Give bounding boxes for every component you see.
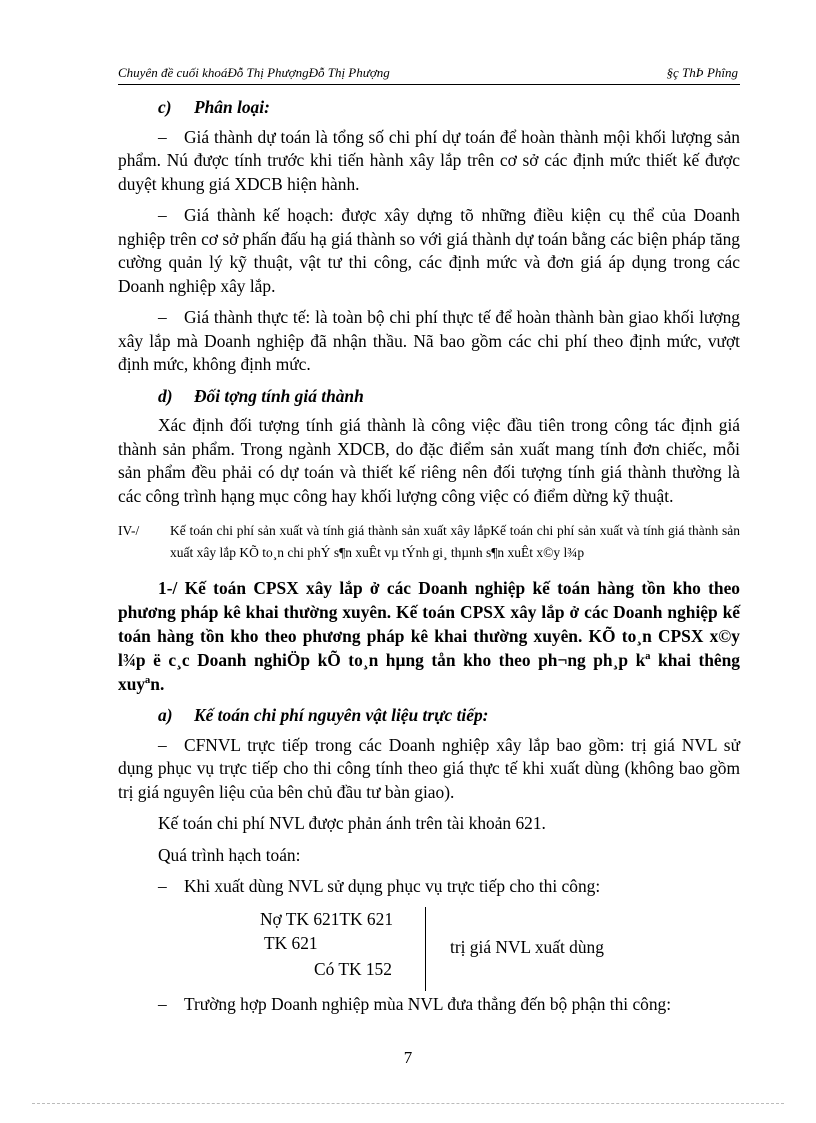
page-bottom-border xyxy=(32,1103,784,1104)
paragraph-issue-material xyxy=(118,875,740,899)
section-a-label: a) xyxy=(158,705,173,725)
section-c-title: Phân loại: xyxy=(194,97,270,117)
journal-entry xyxy=(118,907,740,985)
subsection-1-heading: 1-/ Kế toán CPSX xây lắp ở các Doanh nghiệp kế toán hàng tồn kho theo phương pháp kê khai thường xuyên. Kế toán CPSX xây lắp ở các Doanh nghiệp kế toán hàng tồn kho theo phương pháp kê khai thường xuyên. KÕ to¸n CPSX x©y l¾p ë c¸c Doanh nghiÖp kÕ to¸n hµng tån kho theo ph¬ng ph¸p kª khai thêng xuyªn. xyxy=(118,578,740,694)
section-iv-heading xyxy=(118,520,740,564)
entry-divider xyxy=(425,907,426,991)
section-iv-text: Kế toán chi phí sản xuất và tính giá thành sản xuất xây lắpKế toán chi phí sản xuất và tính giá thành sản xuất xây lắp KÕ to¸n chi phÝ s¶n xuÊt vµ tÝnh gi¸ thµnh s¶n xuÊt x©y l¾p xyxy=(170,523,740,560)
header-left-text: Chuyên đề cuối khoáĐỗ Thị PhượngĐỗ Thị Phượng xyxy=(118,65,390,80)
paragraph-text: Giá thành dự toán là tổng số chi phí dự toán để hoàn thành mội khối lượng sản phẩm. Nú được tính trước khi tiến hành xây lắp trên cơ sở các định mức thiết kế được duyệt khung giá XDCB hiện hành. xyxy=(118,126,740,194)
section-d-label: d) xyxy=(158,385,173,406)
debit-account-line: Nợ TK 621TK 621 xyxy=(260,908,394,929)
dash-bullet: – xyxy=(158,126,167,147)
paragraph-direct-material xyxy=(118,734,740,805)
section-c-heading xyxy=(118,96,740,120)
paragraph-account-621: Kế toán chi phí NVL được phản ánh trên tài khoản 621. xyxy=(158,813,546,833)
page-number: 7 xyxy=(403,1048,413,1067)
dash-bullet: – xyxy=(158,307,167,327)
credit-account-line: Có TK 152 xyxy=(314,958,392,979)
debit-account-line-2: TK 621 xyxy=(264,932,318,953)
page-header xyxy=(118,62,740,85)
dash-bullet: – xyxy=(158,205,167,225)
document-body xyxy=(118,96,740,1024)
section-a-heading xyxy=(118,704,740,728)
header-right-text: §ç ThÞ Phîng xyxy=(666,65,738,80)
paragraph-accounting-process: Quá trình hạch toán: xyxy=(158,844,301,865)
paragraph-text: CFNVL trực tiếp trong các Doanh nghiệp xây lắp bao gồm: trị giá NVL sử dụng phục vụ trực tiếp cho thi công tính theo giá thực tế khi xuất dùng (không bao gồm trị giá nguyên liệu của bên chủ đầu tư bàn giao). xyxy=(118,734,740,802)
section-iv-label: IV-/ xyxy=(118,523,140,538)
paragraph-text: Giá thành thực tế: là toàn bộ chi phí thực tế để hoàn thành bàn giao khối lượng xây lắp mà Doanh nghiệp đã nhận thầu. Nã bao gồm các chi phí theo định mức, vượt định mức, không định mức. xyxy=(118,307,740,374)
section-c-label: c) xyxy=(158,97,172,117)
section-d-heading xyxy=(118,385,740,409)
paragraph-text: Khi xuất dùng NVL sử dụng phục vụ trực tiếp cho thi công: xyxy=(184,876,601,896)
paragraph-text: Trường hợp Doanh nghiệp mùa NVL đưa thẳng đến bộ phận thi công: xyxy=(184,993,672,1014)
paragraph-planned-cost xyxy=(118,204,740,298)
dash-bullet: – xyxy=(158,993,167,1014)
entry-description: trị giá NVL xuất dùng xyxy=(450,936,604,957)
section-d-title: Đối tợng tính giá thành xyxy=(194,385,364,406)
paragraph-estimated-cost xyxy=(118,126,740,197)
paragraph-text: Giá thành kế hoạch: được xây dựng tõ những điều kiện cụ thể của Doanh nghiệp trên cơ sở phấn đấu hạ giá thành so với giá thành dự toán bằng các biện pháp tăng cường quản lý kỹ thuật, vật tư thi công, các định mức và đơn giá áp dụng trong các Doanh nghiệp xây lắp. xyxy=(118,205,740,296)
paragraph-direct-purchase xyxy=(118,993,740,1017)
dash-bullet: – xyxy=(158,876,167,896)
section-a-title: Kế toán chi phí nguyên vật liệu trực tiếp: xyxy=(194,705,489,725)
paragraph-actual-cost xyxy=(118,306,740,377)
dash-bullet: – xyxy=(158,734,167,755)
paragraph-costing-object: Xác định đối tượng tính giá thành là công việc đầu tiên trong công tác định giá thành sản phẩm. Trong ngành XDCB, do đặc điểm sản xuất mang tính đơn chiếc, mỗi sản phẩm đều phải có dự toán và thiết kế riêng nên đối tượng tính giá thành thường là các công trình hạng mục công hay khối lượng công việc có điểm dừng kỹ thuật. xyxy=(118,415,740,506)
